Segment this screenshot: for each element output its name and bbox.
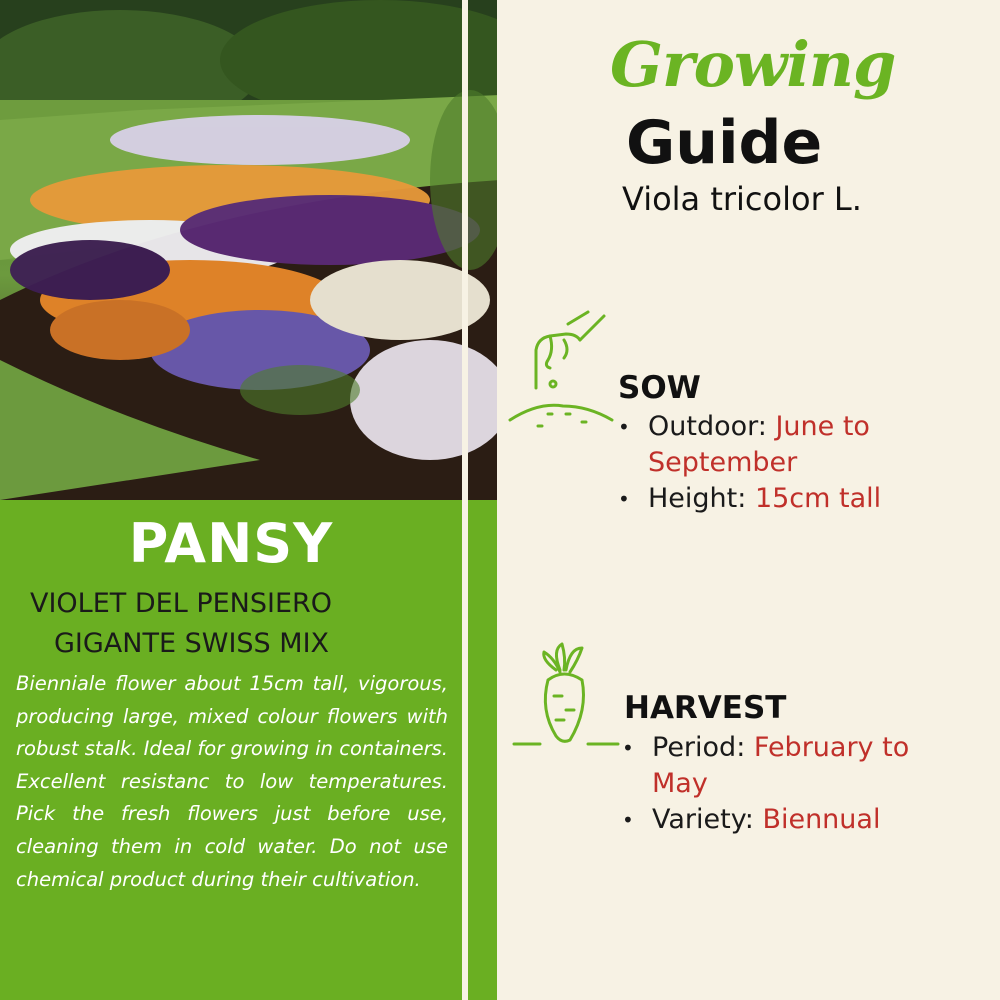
harvest-period-item <box>622 730 910 802</box>
product-name: PANSY <box>128 512 334 575</box>
vertical-divider-right <box>497 0 501 1000</box>
sow-outdoor-label: Outdoor: <box>648 411 767 442</box>
sow-outdoor-value-cont: September <box>648 447 798 478</box>
bullet-dot: • <box>618 487 630 511</box>
sow-height-value: 15cm tall <box>754 483 882 514</box>
bullet-dot: • <box>618 415 630 439</box>
sow-heading: SOW <box>618 370 701 406</box>
heading-growing: Growing <box>610 28 896 101</box>
latin-name: Viola tricolor L. <box>622 180 862 218</box>
sow-height-label: Height: <box>648 483 747 514</box>
sow-outdoor-item <box>618 409 870 481</box>
sow-height-item <box>618 481 882 517</box>
vertical-divider <box>462 0 468 1000</box>
product-description: Bienniale flower about 15cm tall, vigorous, producing large, mixed colour flowers with robust stalk. Ideal for growing in containers. Excellent resistanc to low temperatures. Pick the fresh flowers just before use, cleaning them in cold water. Do not use chemical product during their cultivation. <box>16 672 448 891</box>
bullet-dot: • <box>622 808 634 832</box>
carrot-icon <box>512 640 622 755</box>
pansy-garden-photo <box>0 0 500 500</box>
harvest-variety-label: Variety: <box>652 804 754 835</box>
bullet-dot: • <box>622 736 634 760</box>
heading-guide: Guide <box>626 108 823 178</box>
sow-outdoor-value: June to <box>775 411 870 442</box>
hand-sowing-seed-icon <box>508 310 618 430</box>
harvest-variety-item <box>622 802 881 838</box>
harvest-heading: HARVEST <box>624 690 787 726</box>
variety-name-line-2: GIGANTE SWISS MIX <box>54 628 330 659</box>
harvest-period-value-cont: May <box>652 768 708 799</box>
harvest-variety-value: Biennual <box>762 804 881 835</box>
harvest-period-value: February to <box>753 732 910 763</box>
pansy-garden-illustration <box>0 0 500 500</box>
variety-name-line-1: VIOLET DEL PENSIERO <box>30 588 333 619</box>
harvest-period-label: Period: <box>652 732 746 763</box>
